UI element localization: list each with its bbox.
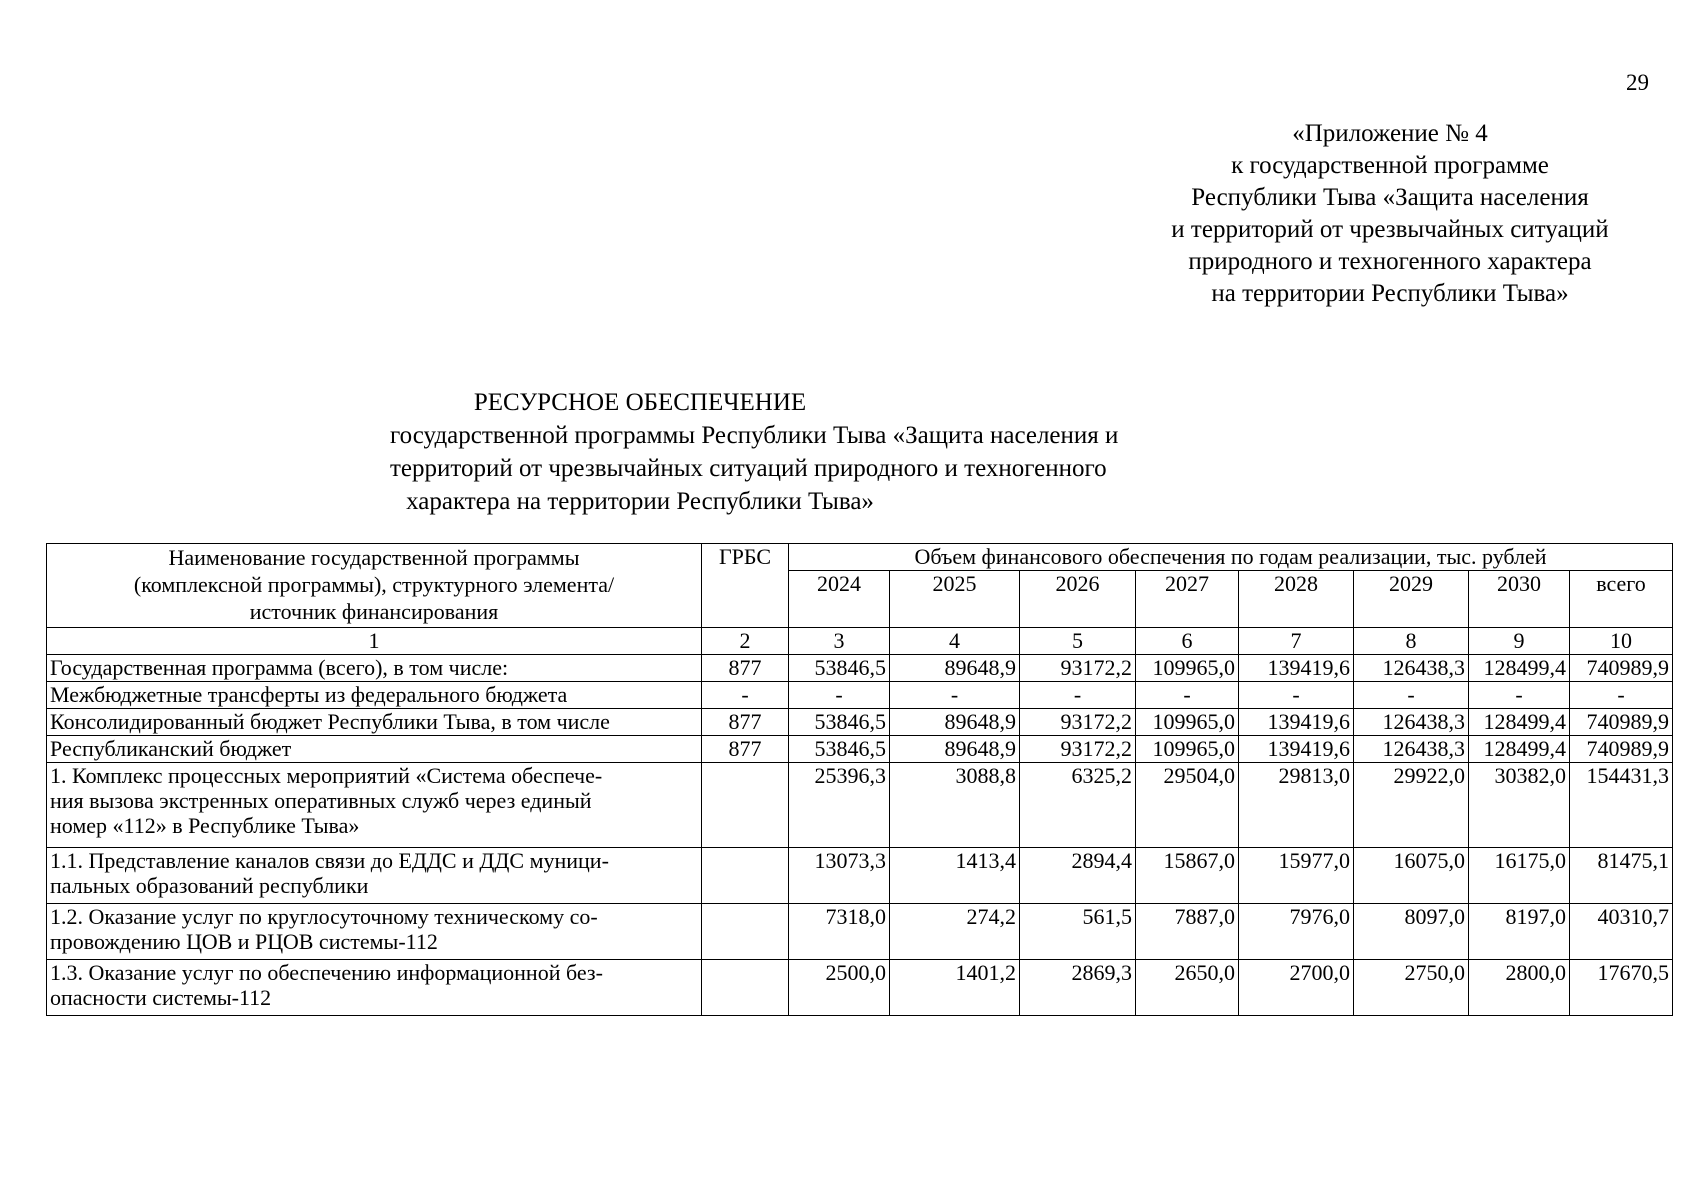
row-value: 89648,9: [890, 736, 1020, 763]
column-index: 1: [47, 628, 702, 655]
row-value: 2500,0: [789, 960, 890, 1016]
column-index: 5: [1020, 628, 1136, 655]
appendix-line: на территории Республики Тыва»: [1211, 280, 1569, 307]
row-value: 8197,0: [1469, 904, 1570, 960]
row-name: Государственная программа (всего), в том числе:: [47, 655, 702, 682]
column-index: 3: [789, 628, 890, 655]
column-index: 7: [1239, 628, 1354, 655]
row-value: 274,2: [890, 904, 1020, 960]
row-total: -: [1570, 682, 1673, 709]
row-value: 53846,5: [789, 655, 890, 682]
row-value: 89648,9: [890, 655, 1020, 682]
appendix-line: и территорий от чрезвычайных ситуаций: [1171, 216, 1609, 243]
table-row: [47, 763, 1673, 848]
row-value: 53846,5: [789, 736, 890, 763]
document-title: [390, 386, 1119, 518]
row-value: -: [789, 682, 890, 709]
table-row: [47, 848, 1673, 904]
row-name-line: 1. Комплекс процессных мероприятий «Система обеспече-: [50, 763, 603, 788]
row-name: Межбюджетные трансферты из федерального бюджета: [47, 682, 702, 709]
row-value: 8097,0: [1354, 904, 1469, 960]
row-name-line: пальных образований республики: [50, 873, 369, 898]
row-name: [47, 848, 702, 904]
row-value: -: [890, 682, 1020, 709]
header-year: 2029: [1354, 571, 1469, 628]
header-year: 2024: [789, 571, 890, 628]
row-name-line: провождению ЦОВ и РЦОВ системы-112: [50, 929, 438, 954]
row-value: 128499,4: [1469, 655, 1570, 682]
header-year: 2027: [1136, 571, 1239, 628]
header-grbs: ГРБС: [702, 544, 789, 628]
row-value: 139419,6: [1239, 709, 1354, 736]
row-name-line: 1.3. Оказание услуг по обеспечению информационной без-: [50, 960, 603, 985]
row-total: 740989,9: [1570, 736, 1673, 763]
row-name: [47, 904, 702, 960]
row-value: 1401,2: [890, 960, 1020, 1016]
row-value: 13073,3: [789, 848, 890, 904]
row-name-line: номер «112» в Республике Тыва»: [50, 813, 360, 838]
row-name: Республиканский бюджет: [47, 736, 702, 763]
row-value: 139419,6: [1239, 736, 1354, 763]
row-name: [47, 960, 702, 1016]
row-value: 109965,0: [1136, 709, 1239, 736]
row-value: 16075,0: [1354, 848, 1469, 904]
row-value: 16175,0: [1469, 848, 1570, 904]
row-value: 2869,3: [1020, 960, 1136, 1016]
title-line: РЕСУРСНОЕ ОБЕСПЕЧЕНИЕ: [473, 389, 807, 416]
row-value: 7976,0: [1239, 904, 1354, 960]
row-total: 154431,3: [1570, 763, 1673, 848]
row-name: Консолидированный бюджет Республики Тыва, в том числе: [47, 709, 702, 736]
row-value: -: [1469, 682, 1570, 709]
row-value: 29504,0: [1136, 763, 1239, 848]
table-index-row: [47, 628, 1673, 655]
column-index: 10: [1570, 628, 1673, 655]
header-year: 2025: [890, 571, 1020, 628]
page-number: 29: [1626, 70, 1649, 95]
row-value: 139419,6: [1239, 655, 1354, 682]
row-value: 2894,4: [1020, 848, 1136, 904]
row-value: 53846,5: [789, 709, 890, 736]
row-grbs: -: [702, 682, 789, 709]
row-total: 40310,7: [1570, 904, 1673, 960]
row-value: -: [1136, 682, 1239, 709]
row-total: 740989,9: [1570, 709, 1673, 736]
row-name-line: 1.2. Оказание услуг по круглосуточному техническому со-: [50, 904, 598, 929]
title-line: государственной программы Республики Тыва «Защита населения и: [390, 422, 1119, 449]
table-row: [47, 709, 1673, 736]
header-year: 2026: [1020, 571, 1136, 628]
row-value: 15867,0: [1136, 848, 1239, 904]
appendix-line: природного и техногенного характера: [1188, 248, 1592, 275]
row-total: 17670,5: [1570, 960, 1673, 1016]
appendix-heading: [1120, 118, 1660, 310]
appendix-line: «Приложение № 4: [1292, 120, 1488, 147]
row-name-line: ния вызова экстренных оперативных служб через единый: [50, 788, 592, 813]
row-value: 15977,0: [1239, 848, 1354, 904]
row-value: 126438,3: [1354, 655, 1469, 682]
row-value: 1413,4: [890, 848, 1020, 904]
row-grbs: 877: [702, 736, 789, 763]
row-total: 81475,1: [1570, 848, 1673, 904]
table-row: [47, 960, 1673, 1016]
row-value: -: [1354, 682, 1469, 709]
column-index: 6: [1136, 628, 1239, 655]
header-name-line: (комплексной программы), структурного элемента/: [133, 572, 615, 597]
table-row: [47, 904, 1673, 960]
row-value: 30382,0: [1469, 763, 1570, 848]
row-value: 128499,4: [1469, 736, 1570, 763]
column-index: 2: [702, 628, 789, 655]
title-line: характера на территории Республики Тыва»: [406, 488, 874, 515]
row-value: 29922,0: [1354, 763, 1469, 848]
row-value: 3088,8: [890, 763, 1020, 848]
row-value: 561,5: [1020, 904, 1136, 960]
row-value: 128499,4: [1469, 709, 1570, 736]
appendix-line: Республики Тыва «Защита населения: [1191, 184, 1589, 211]
header-name-cell: [47, 544, 702, 628]
row-name: [47, 763, 702, 848]
row-value: 126438,3: [1354, 709, 1469, 736]
row-value: 25396,3: [789, 763, 890, 848]
row-grbs: 877: [702, 709, 789, 736]
title-line: территорий от чрезвычайных ситуаций природного и техногенного: [390, 455, 1107, 482]
row-value: 93172,2: [1020, 709, 1136, 736]
row-value: 2650,0: [1136, 960, 1239, 1016]
row-value: 7887,0: [1136, 904, 1239, 960]
header-year: 2030: [1469, 571, 1570, 628]
column-index: 8: [1354, 628, 1469, 655]
row-value: 109965,0: [1136, 736, 1239, 763]
header-volume: Объем финансового обеспечения по годам реализации, тыс. рублей: [789, 544, 1673, 571]
row-value: 93172,2: [1020, 736, 1136, 763]
row-name-line: 1.1. Представление каналов связи до ЕДДС и ДДС муници-: [50, 848, 609, 873]
column-index: 4: [890, 628, 1020, 655]
row-total: 740989,9: [1570, 655, 1673, 682]
row-grbs: 877: [702, 655, 789, 682]
row-value: 29813,0: [1239, 763, 1354, 848]
row-value: 93172,2: [1020, 655, 1136, 682]
row-value: 89648,9: [890, 709, 1020, 736]
header-name-line: источник финансирования: [249, 599, 499, 624]
row-grbs: [702, 763, 789, 848]
row-value: 126438,3: [1354, 736, 1469, 763]
header-name-line: Наименование государственной программы: [168, 545, 580, 570]
row-value: -: [1020, 682, 1136, 709]
row-value: 6325,2: [1020, 763, 1136, 848]
row-value: 109965,0: [1136, 655, 1239, 682]
row-grbs: [702, 960, 789, 1016]
row-value: 2800,0: [1469, 960, 1570, 1016]
row-grbs: [702, 904, 789, 960]
header-total: всего: [1570, 571, 1673, 628]
appendix-line: к государственной программе: [1231, 152, 1549, 179]
resource-table: [46, 543, 1673, 1016]
row-value: -: [1239, 682, 1354, 709]
header-year: 2028: [1239, 571, 1354, 628]
row-value: 7318,0: [789, 904, 890, 960]
table-row: [47, 682, 1673, 709]
row-value: 2700,0: [1239, 960, 1354, 1016]
row-value: 2750,0: [1354, 960, 1469, 1016]
table-header-row: [47, 544, 1673, 571]
table-row: [47, 655, 1673, 682]
table-row: [47, 736, 1673, 763]
column-index: 9: [1469, 628, 1570, 655]
row-grbs: [702, 848, 789, 904]
row-name-line: опасности системы-112: [50, 985, 272, 1010]
